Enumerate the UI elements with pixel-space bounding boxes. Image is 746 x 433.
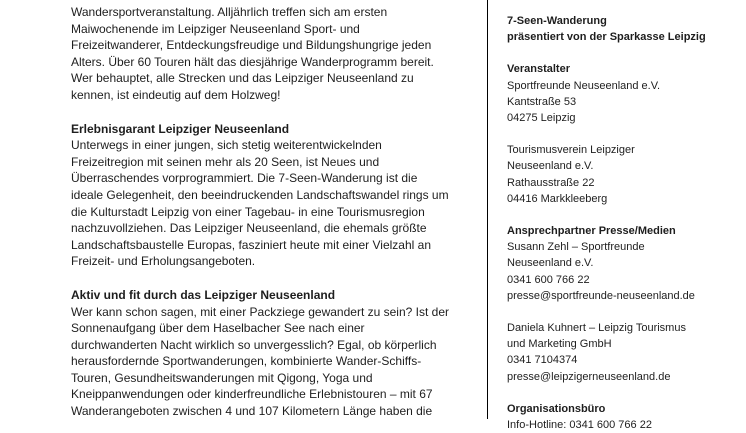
text-line: die Kulturstadt Leipzig von einer Tagebau- in eine Tourismusregion <box>71 204 425 219</box>
address-line: 04416 Markkleeberg <box>507 192 608 205</box>
sidebar-title <box>507 13 727 45</box>
press-contact-heading: Ansprechpartner Presse/Medien <box>507 225 676 238</box>
info-sidebar <box>507 13 727 433</box>
intro-paragraph <box>71 4 471 104</box>
organizer-address-tourismusverein <box>507 142 727 207</box>
contact-email-link[interactable]: presse@sportfreunde-neuseenland.de <box>507 289 695 302</box>
text-line: nachzuvollziehen. Das Leipziger Neuseenland, die ehemals größte <box>71 221 427 236</box>
text-line: Freizeitwanderer, Entdeckungsfreudige und Bildungshungrige jeden <box>71 38 432 53</box>
sidebar-title-line: 7-Seen-Wanderung <box>507 15 607 27</box>
column-divider <box>487 0 488 419</box>
organizer-address-sportfreunde <box>507 78 727 127</box>
hotline-line: Info-Hotline: 0341 600 766 22 <box>507 419 652 432</box>
text-line: Wer behauptet, alle Strecken und das Leipziger Neuseenland zu <box>71 71 414 86</box>
organizer-heading: Veranstalter <box>507 63 570 76</box>
contact-line: und Marketing GmbH <box>507 338 612 351</box>
text-line: durchwanderten Nacht wirklich so unvergesslich? Egal, ob körperlich <box>71 337 437 352</box>
text-line: Maiwochenende im Leipziger Neuseenland Sport- und <box>71 21 360 36</box>
text-line: Landschaftsbaustelle Europas, fasziniert heute mit einer Vielzahl an <box>71 237 431 252</box>
sidebar-title-line: präsentiert von der Sparkasse Leipzig <box>507 31 706 44</box>
address-line: Neuseenland e.V. <box>507 160 594 173</box>
press-contact-zehl <box>507 239 727 304</box>
press-contact-kuhnert <box>507 320 727 385</box>
text-line: Wandersportveranstaltung. Alljährlich treffen sich am ersten <box>71 5 388 19</box>
text-line: Unterwegs in einer jungen, sich stetig weiterentwickelnden <box>71 138 382 153</box>
text-line: Touren, Gesundheitswanderungen mit Qigong, Yoga und <box>71 370 373 385</box>
text-line: Freizeit- und Erholungsangeboten. <box>71 254 256 269</box>
contact-phone: 0341 7104374 <box>507 354 578 367</box>
contact-line: Neuseenland e.V. <box>507 257 594 270</box>
contact-line: Daniela Kuhnert – Leipzig Tourismus <box>507 322 686 335</box>
text-line: Freizeitregion mit seinen mehr als 20 Seen, ist Neues und <box>71 154 380 169</box>
text-line: ideale Gelegenheit, den beeindruckenden Landschaftswandel rings um <box>71 187 449 202</box>
contact-email-link[interactable]: presse@leipzigerneuseenland.de <box>507 370 671 383</box>
text-line: herausfordernde Sportwanderungen, kombinierte Wander-Schiffs- <box>71 354 422 369</box>
text-line: Wanderangeboten zwischen 4 und 107 Kilometern Länge haben die <box>71 404 433 419</box>
article-body <box>71 4 471 420</box>
address-line: Rathausstraße 22 <box>507 176 595 189</box>
section-heading-erlebnisgarant: Erlebnisgarant Leipziger Neuseenland <box>71 121 290 136</box>
text-line: Alters. Über 60 Touren hält das diesjährige Wanderprogramm bereit. <box>71 54 434 69</box>
contact-phone: 0341 600 766 22 <box>507 273 590 286</box>
address-line: 04275 Leipzig <box>507 112 576 125</box>
contact-line: Susann Zehl – Sportfreunde <box>507 241 645 254</box>
section-heading-aktiv-und-fit: Aktiv und fit durch das Leipziger Neuseenland <box>71 287 336 302</box>
section-paragraph-aktiv-und-fit <box>71 304 471 420</box>
address-line: Kantstraße 53 <box>507 95 577 108</box>
text-line: Wer kann schon sagen, mit einer Packziege gewandert zu sein? Ist der <box>71 304 449 319</box>
text-line: Kneippanwendungen oder kinderfreundliche Erlebnistouren – mit 67 <box>71 387 433 402</box>
text-line: kennen, ist eindeutig auf dem Holzweg! <box>71 87 281 102</box>
office-heading: Organisationsbüro <box>507 402 606 415</box>
text-line: Sonnenaufgang über dem Haselbacher See nach einer <box>71 321 365 336</box>
address-line: Tourismusverein Leipziger <box>507 144 635 157</box>
section-paragraph-erlebnisgarant <box>71 137 471 270</box>
address-line: Sportfreunde Neuseenland e.V. <box>507 79 661 92</box>
text-line: Überraschendes vorprogrammiert. Die 7-Seen-Wanderung ist die <box>71 171 418 186</box>
